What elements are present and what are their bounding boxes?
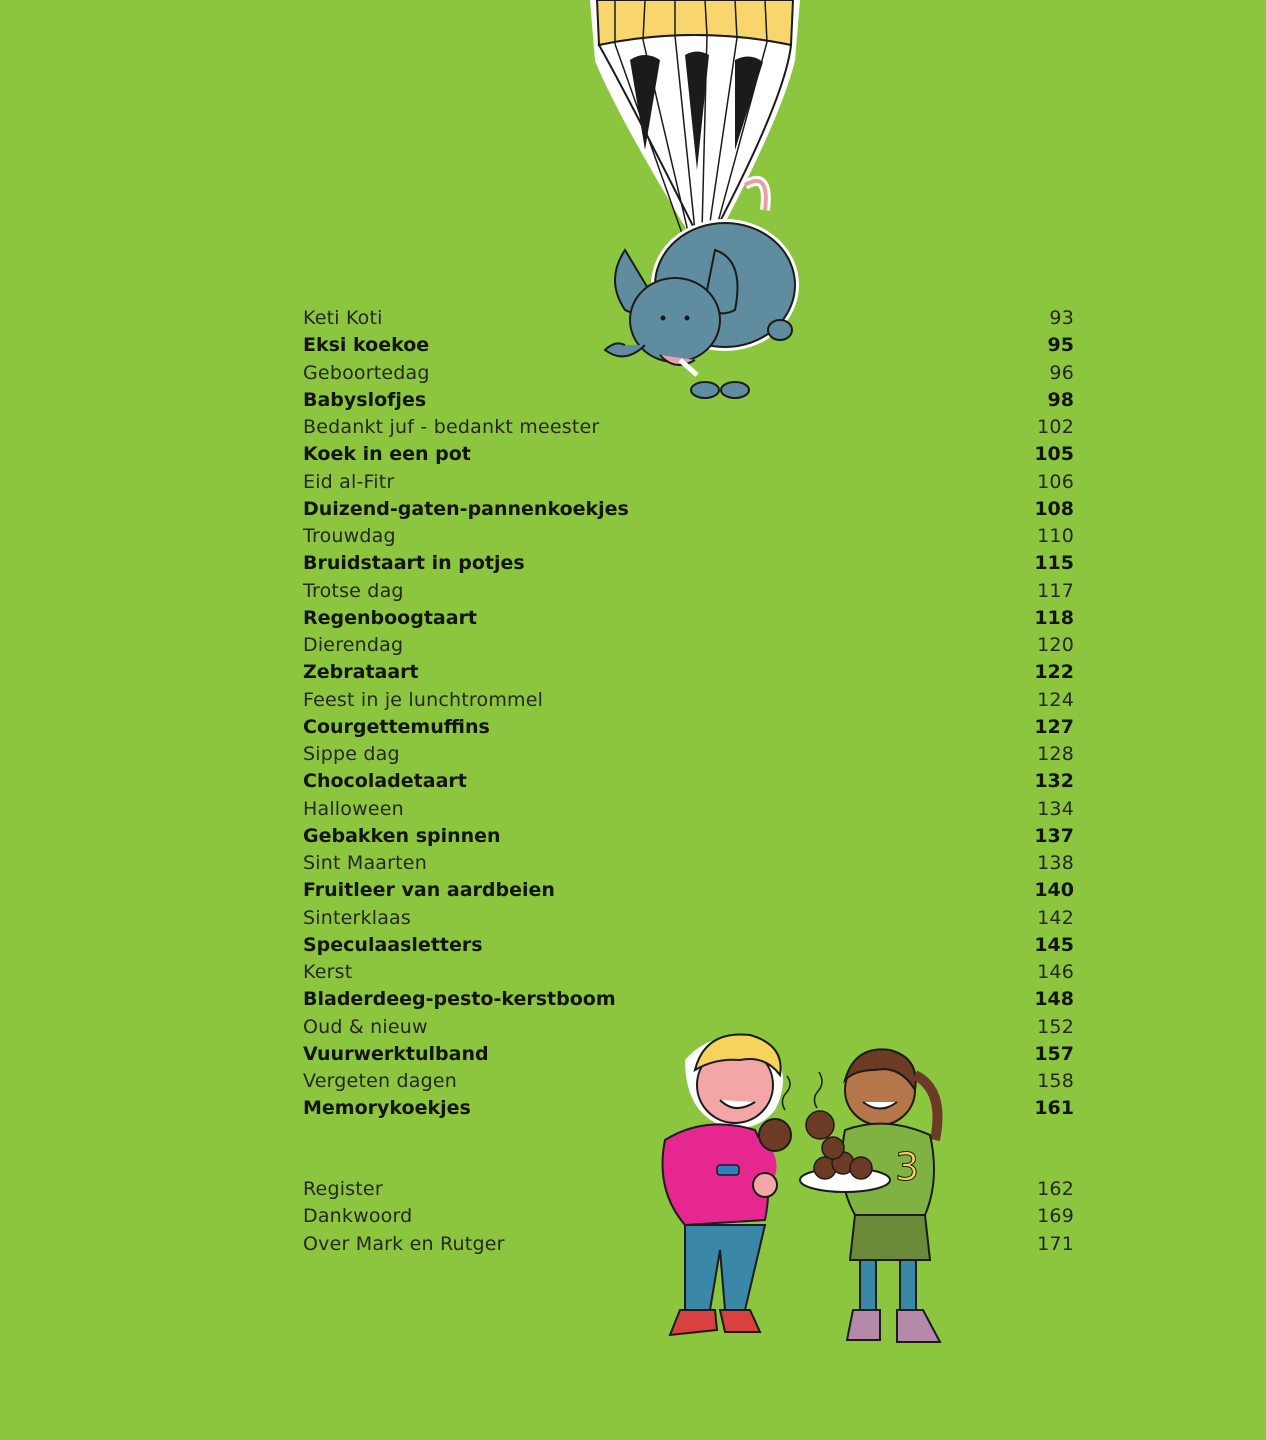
appendix-list xyxy=(303,1176,1074,1258)
toc-entry xyxy=(303,305,1074,332)
toc-entry-page: 98 xyxy=(1047,388,1074,411)
toc-entry-title: Over Mark en Rutger xyxy=(303,1232,505,1255)
toc-entry xyxy=(303,877,1074,904)
toc-entry-title: Eksi koekoe xyxy=(303,334,430,357)
toc-entry-title: Eid al-Fitr xyxy=(303,470,395,493)
toc-entry-title: Halloween xyxy=(303,797,404,820)
toc-entry-page: 110 xyxy=(1037,525,1074,547)
toc-entry xyxy=(303,1176,1074,1203)
toc-entry-page: 118 xyxy=(1034,606,1074,629)
toc-entry-title: Bedankt juf - bedankt meester xyxy=(303,416,600,438)
toc-entry-title: Chocoladetaart xyxy=(303,770,467,793)
toc-entry xyxy=(303,714,1074,741)
toc-entry-title: Memorykoekjes xyxy=(303,1097,471,1120)
toc-entry xyxy=(303,1014,1074,1041)
toc-entry xyxy=(303,959,1074,986)
toc-entry-page: 146 xyxy=(1037,961,1074,983)
toc-entry-page: 171 xyxy=(1037,1232,1074,1255)
toc-entry-page: 148 xyxy=(1034,988,1074,1011)
toc-entry xyxy=(303,986,1074,1013)
toc-entry-page: 134 xyxy=(1037,797,1074,820)
toc-entry-title: Regenboogtaart xyxy=(303,606,478,629)
toc-entry-page: 95 xyxy=(1047,334,1074,357)
toc-entry-page: 93 xyxy=(1049,307,1074,329)
toc-entry xyxy=(303,1203,1074,1230)
toc-entry-page: 124 xyxy=(1037,688,1074,711)
toc-entry-page: 162 xyxy=(1037,1178,1074,1200)
toc-entry-page: 140 xyxy=(1034,879,1074,902)
toc-entry xyxy=(303,332,1074,359)
toc-entry xyxy=(303,360,1074,387)
toc-entry xyxy=(303,796,1074,823)
toc-entry xyxy=(303,414,1074,441)
toc-entry xyxy=(303,496,1074,523)
toc-entry xyxy=(303,1095,1074,1122)
toc-entry-page: 157 xyxy=(1034,1042,1074,1065)
svg-text:3: 3 xyxy=(895,1145,920,1189)
toc-entry-page: 106 xyxy=(1037,470,1074,493)
toc-entry-title: Feest in je lunchtrommel xyxy=(303,688,544,711)
toc-entry xyxy=(303,605,1074,632)
toc-entry-title: Speculaasletters xyxy=(303,933,483,956)
toc-entry xyxy=(303,632,1074,659)
toc-entry-page: 108 xyxy=(1034,497,1074,520)
toc-entry-title: Vuurwerktulband xyxy=(303,1042,489,1065)
toc-entry-title: Sippe dag xyxy=(303,743,400,765)
toc-entry-page: 105 xyxy=(1034,443,1074,466)
toc-entry-page: 117 xyxy=(1037,579,1074,602)
toc-entry xyxy=(303,1041,1074,1068)
toc-entry-title: Fruitleer van aardbeien xyxy=(303,879,555,902)
toc-entry-title: Geboortedag xyxy=(303,361,430,384)
toc-entry xyxy=(303,823,1074,850)
toc-entry-page: 152 xyxy=(1037,1015,1074,1038)
toc-entry-title: Dankwoord xyxy=(303,1205,413,1228)
toc-entry xyxy=(303,659,1074,686)
toc-entry-page: 138 xyxy=(1037,852,1074,874)
toc-entry-page: 132 xyxy=(1034,770,1074,793)
toc-entry xyxy=(303,850,1074,877)
toc-entry-title: Kerst xyxy=(303,961,353,983)
toc-entry xyxy=(303,469,1074,496)
toc-entry-page: 158 xyxy=(1037,1070,1074,1092)
toc-entry-page: 128 xyxy=(1037,743,1074,765)
toc-entry-title: Koek in een pot xyxy=(303,443,471,466)
toc-entry-title: Babyslofjes xyxy=(303,388,427,411)
toc-entry xyxy=(303,932,1074,959)
toc-entry xyxy=(303,1068,1074,1095)
toc-entry-title: Dierendag xyxy=(303,634,404,656)
toc-entry-title: Courgettemuffins xyxy=(303,715,490,738)
toc-entry-title: Trouwdag xyxy=(303,525,396,547)
toc-entry-title: Vergeten dagen xyxy=(303,1070,457,1092)
toc-entry xyxy=(303,578,1074,605)
toc-entry-page: 142 xyxy=(1037,906,1074,929)
toc-entry-title: Trotse dag xyxy=(303,579,404,602)
toc-entry-page: 96 xyxy=(1049,361,1074,384)
toc-entry-page: 122 xyxy=(1034,661,1074,684)
toc-entry-title: Sint Maarten xyxy=(303,852,427,874)
toc-entry-title: Sinterklaas xyxy=(303,906,411,929)
toc-entry-page: 145 xyxy=(1034,933,1074,956)
toc-entry xyxy=(303,550,1074,577)
toc-entry-title: Duizend-gaten-pannenkoekjes xyxy=(303,497,629,520)
toc-entry-title: Bruidstaart in potjes xyxy=(303,552,525,575)
toc-entry xyxy=(303,687,1074,714)
toc-entry xyxy=(303,905,1074,932)
toc-entry-page: 115 xyxy=(1034,552,1074,575)
toc-entry-page: 102 xyxy=(1037,416,1074,438)
toc-entry-page: 127 xyxy=(1034,715,1074,738)
toc-entry-title: Oud & nieuw xyxy=(303,1015,428,1038)
toc-entry xyxy=(303,768,1074,795)
toc-entry-title: Gebakken spinnen xyxy=(303,824,501,847)
toc-entry-page: 169 xyxy=(1037,1205,1074,1228)
toc-entry-page: 137 xyxy=(1034,824,1074,847)
toc-entry-page: 161 xyxy=(1034,1097,1074,1120)
toc-entry xyxy=(303,523,1074,550)
toc-entry xyxy=(303,1231,1074,1258)
toc-entry-title: Zebrataart xyxy=(303,661,419,684)
toc-entry-title: Bladerdeeg-pesto-kerstboom xyxy=(303,988,616,1011)
toc-entry xyxy=(303,387,1074,414)
toc-entry-title: Register xyxy=(303,1178,383,1200)
toc-entry xyxy=(303,441,1074,468)
table-of-contents xyxy=(303,305,1074,1123)
toc-entry-page: 120 xyxy=(1037,634,1074,656)
toc-entry xyxy=(303,741,1074,768)
toc-entry-title: Keti Koti xyxy=(303,307,383,329)
